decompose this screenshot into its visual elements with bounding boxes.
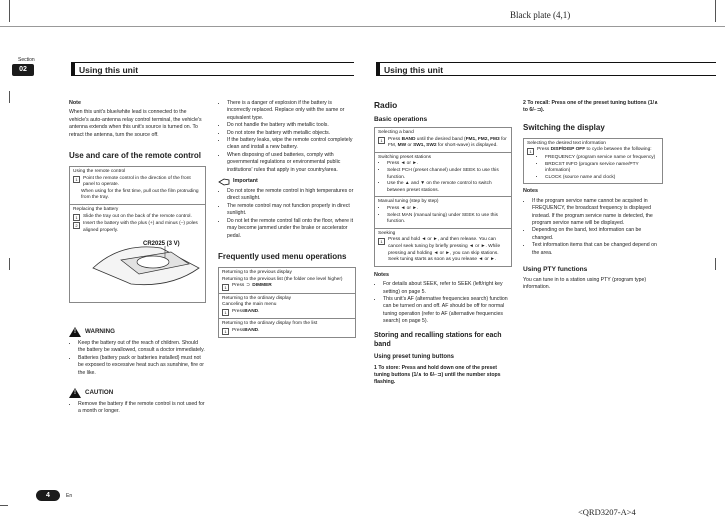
step-text: Insert the battery with the plus (+) and minus (–) poles aligned properly.	[83, 221, 198, 233]
display-box	[523, 138, 663, 184]
manual-tuning-section	[375, 197, 511, 228]
preset-item: • Select PCH (preset channel) under SEEK to use this function.	[387, 168, 508, 181]
manual-tuning-title: Manual tuning (step by step)	[378, 199, 439, 205]
note-item: • Depending on the band, text information can be changed.	[532, 227, 663, 242]
dimmer-key: DIMMER	[252, 283, 272, 289]
step-number: 1	[527, 148, 534, 155]
note-title: Note	[69, 100, 81, 106]
radio-box	[374, 127, 512, 267]
band-key: BAND	[244, 308, 259, 314]
warning-item: • Keep the battery out of the reach of children. Should the battery be swallowed, consult a doctor immediately.	[78, 340, 206, 355]
important-title: Important	[233, 178, 258, 185]
notes-title: Notes	[523, 188, 538, 195]
plate-label: Black plate (4,1)	[510, 10, 571, 20]
page-number: 4	[36, 490, 60, 501]
preset-buttons-heading: Using preset tuning buttons	[374, 353, 454, 360]
crop-mark	[9, 0, 10, 22]
battery-bullets	[218, 100, 356, 174]
remote-box	[69, 166, 206, 303]
top-rule	[0, 26, 725, 27]
ordinary-from-list-title: Returning to the ordinary display from the list	[222, 321, 318, 327]
preset-item: • Press ◄ or ►.	[387, 161, 508, 168]
step-text: Press DISP/DISP OFF to cycle between the following:	[537, 147, 652, 153]
using-remote-title: Using the remote control	[73, 169, 126, 175]
step-text: Point the remote control in the direction of the front panel to operate.	[83, 175, 191, 188]
display-option: • BRDCST INFO (program service name/PTY information)	[545, 162, 659, 175]
important-item: • The remote control may not function properly in direct sunlight.	[227, 203, 356, 218]
store-step: 1 To store: Press and hold down one of the preset tuning buttons (1/∧ to 6/⌐⊐) until the number stops flashing.	[374, 364, 501, 386]
battery-bullet: • When disposing of used batteries, comply with governmental regulations or environmental public institutions' rules that apply in your country/area.	[227, 152, 356, 174]
step-prefix: Press	[232, 283, 245, 289]
manual-item: • Press ◄ or ►.	[387, 206, 508, 213]
display-option: • FREQUENCY (program service name or frequency)	[545, 155, 659, 162]
language-label: En	[66, 493, 73, 499]
warning-list	[69, 340, 206, 377]
crop-mark	[0, 505, 8, 506]
notes-title: Notes	[374, 271, 389, 278]
replace-battery-title: Replacing the battery	[73, 207, 119, 212]
crop-mark	[715, 0, 716, 22]
ordinary-display-section	[219, 294, 355, 320]
note-item: • For details about SEEK, refer to SEEK (left/right key setting) on page 5.	[383, 281, 512, 296]
battery-bullet: • There is a danger of explosion if the battery is incorrectly replaced. Replace only with the same or equivalent type.	[227, 100, 356, 122]
preset-item: • Use the ▲ and ▼ on the remote control to switch between preset stations.	[387, 181, 508, 194]
warning-heading	[69, 327, 206, 337]
text-info-section	[524, 139, 662, 183]
battery-label: CR2025 (3 V)	[143, 241, 180, 248]
step-text: Slide the tray out on the back of the remote control.	[83, 213, 192, 219]
step-text: Press BAND until the desired band (FM1, FM2, FM3 for FM, MW or SW1, SW2 for short-wave) is displayed.	[388, 136, 507, 149]
note-item: • Text information items that can be changed depend on the area.	[532, 242, 663, 257]
seeking-section	[375, 229, 511, 266]
section-bar-left: Using this unit	[71, 62, 354, 76]
column-4	[523, 100, 663, 292]
note-text: When this unit's blue/white lead is connected to the vehicle's auto-antenna relay control terminal, the vehicle's antenna extends when this unit's source is turned on. To retract the antenna, turn the source off.	[69, 109, 202, 138]
basic-ops-heading: Basic operations	[374, 116, 428, 123]
warning-icon: !	[69, 327, 81, 337]
step-prefix: Press	[232, 327, 245, 333]
step-suffix: .	[258, 308, 260, 314]
prev-display-sub: Returning to the previous list (the folder one level higher)	[222, 276, 343, 282]
step-extra: When using for the first time, pull out the film protruding from the tray.	[81, 188, 199, 201]
step-number: 1	[222, 309, 229, 316]
select-band-section	[375, 128, 511, 153]
replace-battery-section	[70, 205, 205, 302]
warning-item: • Batteries (battery pack or batteries installed) must not be exposed to excessive heat such as sunshine, fire or the like.	[78, 355, 206, 377]
step-number: 1	[222, 328, 229, 335]
using-remote-section	[70, 167, 205, 205]
preset-stations-title: Switching preset stations	[378, 154, 432, 160]
battery-bullet: • Do not store the battery with metallic objects.	[227, 130, 356, 137]
step-number: 1	[73, 176, 80, 183]
prev-display-title: Returning to the previous display	[222, 269, 292, 275]
hand-icon	[218, 178, 230, 186]
warning-title: WARNING	[85, 328, 115, 336]
note-item: • This unit's AF (alternative frequencies search) function can be turned on and off. AF should be off for normal tuning operation (refer to AF (alternative frequencies search) on page 5).	[383, 296, 512, 326]
crop-mark	[9, 258, 10, 270]
battery-bullet: • If the battery leaks, wipe the remote control completely clean and install a new battery.	[227, 137, 356, 152]
step-number: 1	[222, 284, 229, 291]
band-key: BAND	[244, 327, 259, 333]
column-1	[69, 100, 206, 416]
menu-ops-heading: Frequently used menu operations	[218, 251, 347, 261]
pty-heading: Using PTY functions	[523, 265, 588, 273]
step-number: 1	[73, 214, 80, 221]
switch-display-heading: Switching the display	[523, 122, 605, 132]
battery-bullet: • Do not handle the battery with metallic tools.	[227, 122, 356, 129]
notes-list	[523, 198, 663, 257]
section-label: Section	[18, 57, 35, 63]
document-code: <QRD3207-A>4	[578, 507, 636, 517]
column-2	[218, 100, 356, 338]
important-item: • Do not let the remote control fall onto the floor, where it may become jammed under the brake or accelerator pedal.	[227, 218, 356, 240]
pty-text: You can tune in to a station using PTY (program type) information.	[523, 276, 647, 291]
important-item: • Do not store the remote control in high temperatures or direct sunlight.	[227, 188, 356, 203]
note-item: • If the program service name cannot be acquired in FREQUENCY, the broadcast frequency is displayed instead. If the program service name is detected, the program service name will be displayed.	[532, 198, 663, 228]
section-bar-right: Using this unit	[376, 62, 716, 76]
step-text: Press and hold ◄ or ►, and then release. You can cancel seek tuning by briefly pressing ◄ or ►. While pressing and holding ◄ or ►, you can skip stations. Seek tuning starts as soon as you release ◄ or ►.	[388, 237, 501, 263]
caution-item: • Remove the battery if the remote control is not used for a month or longer.	[78, 401, 206, 416]
store-recall-heading: Storing and recalling stations for each band	[374, 331, 502, 348]
step-prefix: Press	[232, 308, 245, 314]
radio-heading: Radio	[374, 100, 398, 110]
important-list	[218, 188, 356, 240]
manual-item: • Select MAN (manual tuning) under SEEK to use this function.	[387, 213, 508, 226]
battery-illustration	[91, 238, 203, 290]
crop-mark	[9, 91, 10, 103]
step-suffix: .	[258, 327, 260, 333]
step-number: 2	[73, 222, 80, 229]
back-icon: ⊃	[246, 283, 251, 289]
seeking-title: Seeking	[378, 230, 396, 236]
remote-care-heading: Use and care of the remote control	[69, 151, 202, 161]
ordinary-from-list-section	[219, 319, 355, 337]
crop-mark	[715, 258, 716, 270]
important-heading	[218, 178, 356, 186]
section-number: 02	[12, 64, 34, 76]
ordinary-display-title: Returning to the ordinary display	[222, 295, 292, 301]
ordinary-display-sub: Canceling the main menu	[222, 302, 277, 308]
display-option: • CLOCK (source name and clock)	[545, 175, 659, 182]
prev-display-section	[219, 268, 355, 294]
step-number: 1	[378, 238, 385, 245]
text-info-title: Selecting the desired text information	[527, 140, 606, 146]
caution-heading	[69, 388, 206, 398]
step-number: 1	[378, 137, 385, 144]
select-band-title: Selecting a band	[378, 130, 414, 135]
menu-ops-box	[218, 267, 356, 338]
preset-stations-section	[375, 153, 511, 198]
caution-list	[69, 401, 206, 416]
caution-title: CAUTION	[85, 389, 114, 397]
notes-list	[374, 281, 512, 325]
caution-icon: !	[69, 388, 81, 398]
column-3	[374, 100, 512, 387]
recall-step: 2 To recall: Press one of the preset tuning buttons (1/∧ to 6/⌐⊐).	[523, 100, 659, 114]
